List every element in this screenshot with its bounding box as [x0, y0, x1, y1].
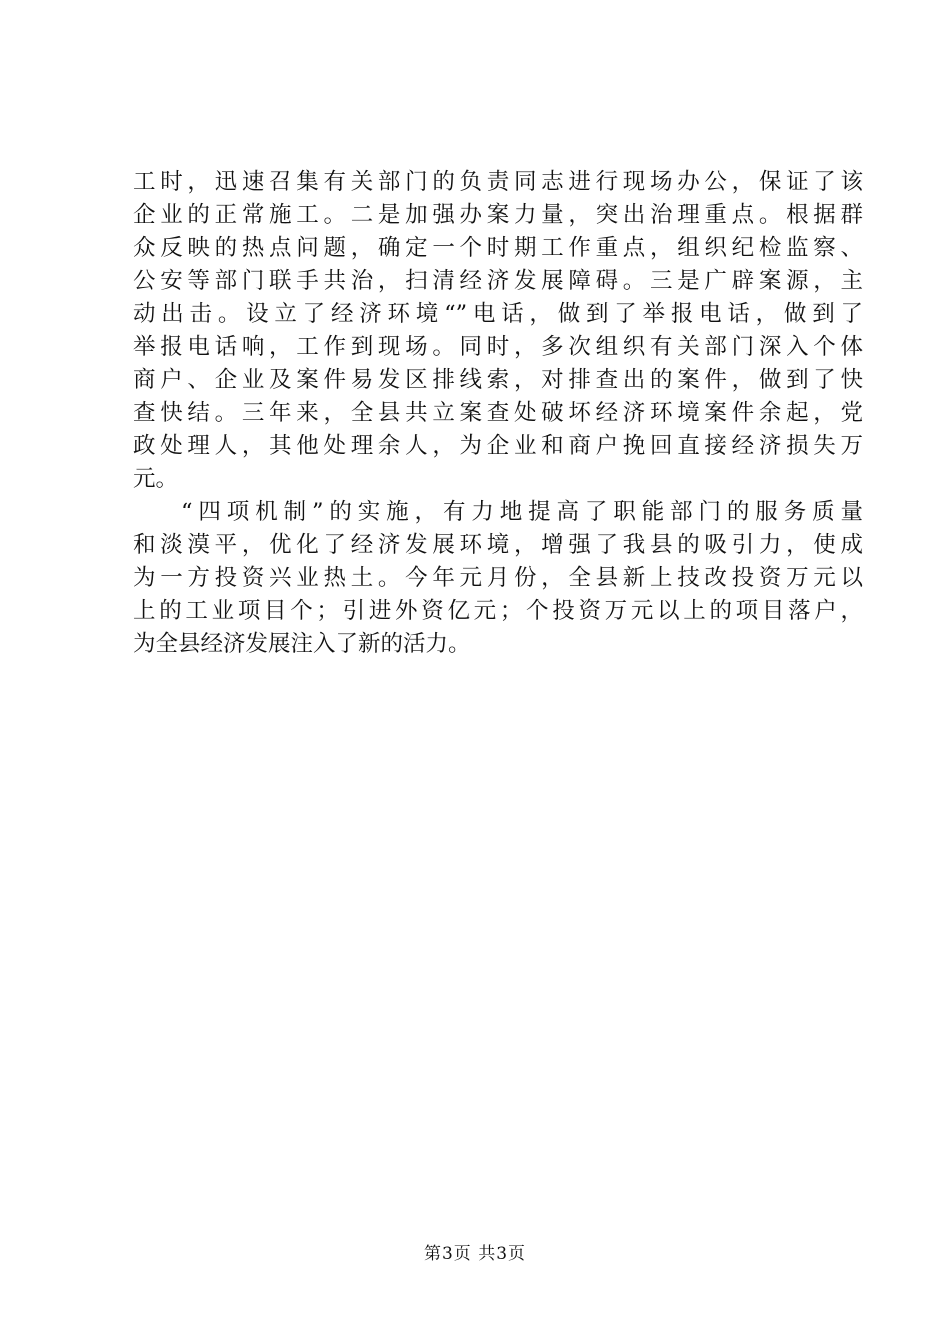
paragraph-1 — [133, 166, 863, 496]
text-line: 商户、企业及案件易发区排线索，对排查出的案件，做到了快 — [133, 367, 863, 393]
paragraph-2 — [133, 496, 863, 661]
text-line: 为一方投资兴业热土。今年元月份，全县新上技改投资万元以 — [133, 565, 863, 591]
text-line: 查快结。三年来，全县共立案查处破坏经济环境案件余起，党 — [133, 400, 863, 426]
page-number-footer: 第3页 共3页 — [423, 1244, 527, 1264]
text-line: 上的工业项目个；引进外资亿元；个投资万元以上的项目落户， — [133, 598, 863, 624]
text-line: 企业的正常施工。二是加强办案力量，突出治理重点。根据群 — [133, 202, 863, 228]
text-line: 工时，迅速召集有关部门的负责同志进行现场办公，保证了该 — [133, 169, 863, 195]
text-line: 公安等部门联手共治，扫清经济发展障碍。三是广辟案源，主 — [133, 268, 863, 294]
text-line: 元。 — [133, 466, 179, 492]
text-line: 和淡漠平，优化了经济发展环境，增强了我县的吸引力，使成 — [133, 532, 863, 558]
document-body — [133, 166, 863, 661]
text-line: “四项机制”的实施，有力地提高了职能部门的服务质量 — [181, 499, 863, 525]
text-line: 举报电话响，工作到现场。同时，多次组织有关部门深入个体 — [133, 334, 863, 360]
text-line: 动出击。设立了经济环境“”电话，做到了举报电话，做到了 — [133, 301, 863, 327]
text-line: 政处理人，其他处理余人，为企业和商户挽回直接经济损失万 — [133, 433, 863, 459]
text-line: 为全县经济发展注入了新的活力。 — [133, 631, 471, 657]
text-line: 众反映的热点问题，确定一个时期工作重点，组织纪检监察、 — [133, 235, 863, 261]
